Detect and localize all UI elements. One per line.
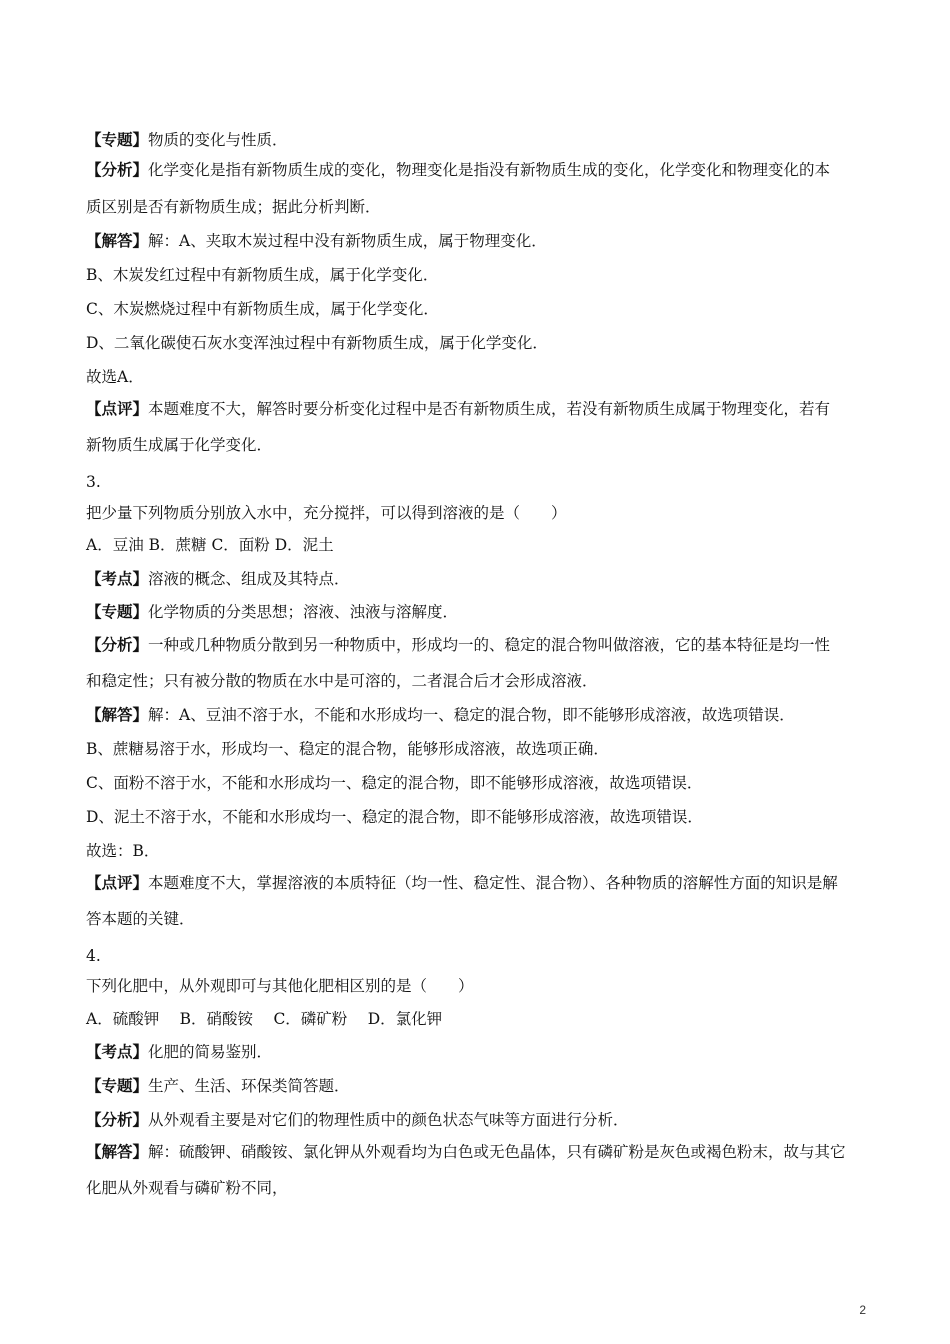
- line-text: 生产、生活、环保类简答题．: [148, 1077, 350, 1095]
- text-line: [86, 1109, 876, 1131]
- line-text: 一种或几种物质分散到另一种物质中，形成均一的、稳定的混合物叫做溶液，它的基本特征是均一性: [148, 636, 831, 654]
- line-text: C、面粉不溶于水，不能和水形成均一、稳定的混合物，即不能够形成溶液，故选项错误．: [86, 774, 703, 792]
- line-text: D、二氧化碳使石灰水变浑浊过程中有新物质生成，属于化学变化．: [86, 334, 548, 352]
- section-tag: 【解答】: [86, 231, 149, 250]
- line-text: A．硫酸钾 B．硝酸铵 C．磷矿粉 D．氯化钾: [86, 1010, 443, 1028]
- text-line: [86, 704, 876, 726]
- section-tag: 【分析】: [86, 1110, 149, 1129]
- line-text: 解：硫酸钾、硝酸铵、氯化钾从外观看均为白色或无色晶体，只有磷矿粉是灰色或褐色粉末，故与其它: [148, 1143, 846, 1161]
- text-line: [86, 772, 876, 794]
- line-text: 解：A、豆油不溶于水，不能和水形成均一、稳定的混合物，即不能够形成溶液，故选项错误．: [148, 706, 795, 724]
- line-text: 故选A．: [86, 368, 144, 386]
- text-line: [86, 434, 876, 456]
- line-text: 把少量下列物质分别放入水中，充分搅拌，可以得到溶液的是（ ）: [86, 504, 567, 522]
- text-line: [86, 738, 876, 760]
- text-line: [86, 298, 876, 320]
- line-text: 本题难度不大，解答时要分析变化过程中是否有新物质生成，若没有新物质生成属于物理变化，若有: [148, 400, 831, 418]
- line-text: D、泥土不溶于水，不能和水形成均一、稳定的混合物，即不能够形成溶液，故选项错误．: [86, 808, 703, 826]
- text-line: [86, 975, 876, 997]
- text-line: [86, 806, 876, 828]
- line-text: 和稳定性；只有被分散的物质在水中是可溶的，二者混合后才会形成溶液．: [86, 672, 598, 690]
- text-line: [86, 1141, 876, 1163]
- section-tag: 【解答】: [86, 1142, 149, 1161]
- section-tag: 【解答】: [86, 705, 149, 724]
- line-text: C、木炭燃烧过程中有新物质生成，属于化学变化．: [86, 300, 439, 318]
- section-tag: 【点评】: [86, 873, 149, 892]
- text-line: [86, 945, 876, 967]
- line-text: 化学物质的分类思想；溶液、浊液与溶解度．: [148, 603, 459, 621]
- section-tag: 【专题】: [86, 602, 149, 621]
- section-tag: 【分析】: [86, 635, 149, 654]
- line-text: 4.: [86, 947, 101, 965]
- text-line: [86, 1177, 876, 1199]
- text-line: [86, 634, 876, 656]
- text-line: [86, 534, 876, 556]
- line-text: 溶液的概念、组成及其特点．: [148, 570, 350, 588]
- line-text: A．豆油 B．蔗糖 C．面粉 D．泥土: [86, 536, 334, 554]
- line-text: B、木炭发红过程中有新物质生成，属于化学变化．: [86, 266, 439, 284]
- line-text: 质区别是否有新物质生成；据此分析判断．: [86, 198, 381, 216]
- text-line: [86, 670, 876, 692]
- section-tag: 【分析】: [86, 160, 149, 179]
- text-line: [86, 1075, 876, 1097]
- line-text: 新物质生成属于化学变化．: [86, 436, 273, 454]
- text-line: [86, 1008, 876, 1030]
- section-tag: 【考点】: [86, 569, 149, 588]
- text-line: [86, 840, 876, 862]
- section-tag: 【专题】: [86, 130, 149, 149]
- text-line: [86, 398, 876, 420]
- line-text: 解：A、夹取木炭过程中没有新物质生成，属于物理变化．: [148, 232, 547, 250]
- line-text: 3.: [86, 473, 101, 491]
- line-text: B、蔗糖易溶于水，形成均一、稳定的混合物，能够形成溶液，故选项正确．: [86, 740, 609, 758]
- text-line: [86, 332, 876, 354]
- text-line: [86, 159, 876, 181]
- text-line: [86, 230, 876, 252]
- section-tag: 【专题】: [86, 1076, 149, 1095]
- line-text: 化学变化是指有新物质生成的变化，物理变化是指没有新物质生成的变化，化学变化和物理变化的本: [148, 161, 831, 179]
- line-text: 化肥从外观看与磷矿粉不同，: [86, 1179, 288, 1197]
- line-text: 从外观看主要是对它们的物理性质中的颜色状态气味等方面进行分析．: [148, 1111, 629, 1129]
- line-text: 本题难度不大，掌握溶液的本质特征（均一性、稳定性、混合物）、各种物质的溶解性方面的知识是解: [148, 874, 838, 892]
- text-line: [86, 502, 876, 524]
- text-line: [86, 908, 876, 930]
- section-tag: 【考点】: [86, 1042, 149, 1061]
- text-line: [86, 1041, 876, 1063]
- text-line: [86, 471, 876, 493]
- text-line: [86, 366, 876, 388]
- text-line: [86, 601, 876, 623]
- section-tag: 【点评】: [86, 399, 149, 418]
- line-text: 故选：B．: [86, 842, 160, 860]
- text-line: [86, 568, 876, 590]
- line-text: 化肥的简易鉴别．: [148, 1043, 273, 1061]
- line-text: 答本题的关键．: [86, 910, 195, 928]
- text-line: [86, 196, 876, 218]
- text-line: [86, 872, 876, 894]
- text-line: [86, 264, 876, 286]
- line-text: 下列化肥中，从外观即可与其他化肥相区别的是（ ）: [86, 977, 474, 995]
- line-text: 物质的变化与性质．: [148, 131, 288, 149]
- text-line: [86, 129, 876, 151]
- page-number: 2: [859, 1303, 866, 1317]
